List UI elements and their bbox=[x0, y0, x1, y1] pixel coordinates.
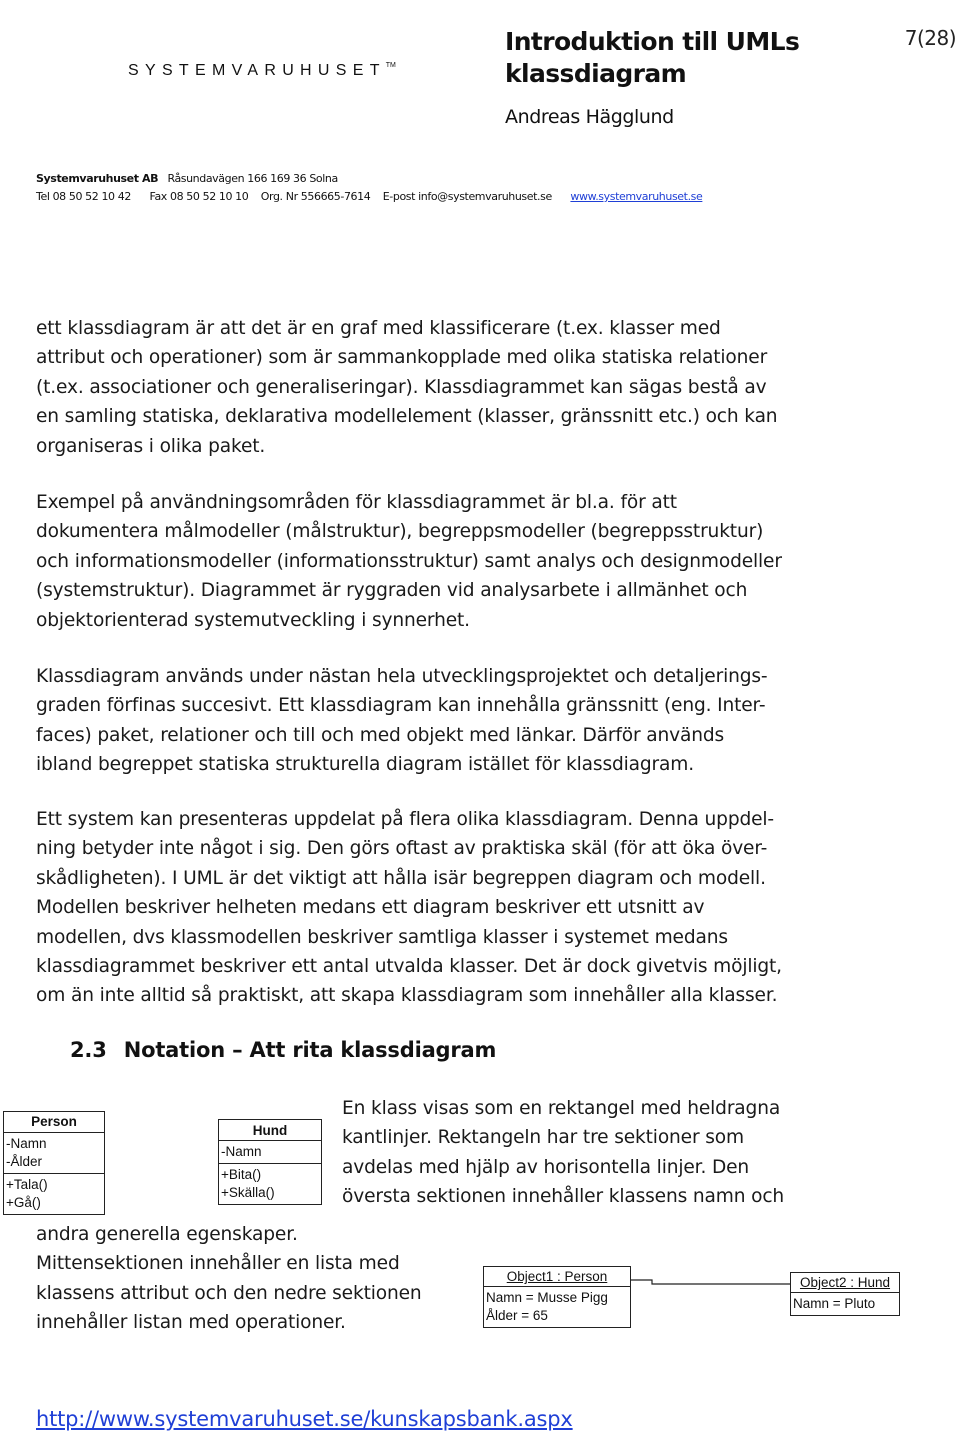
contact-line-2 bbox=[36, 190, 702, 203]
section-title: Notation – Att rita klassdiagram bbox=[123, 1038, 497, 1062]
class-operation: +Gå() bbox=[6, 1195, 41, 1210]
uml-class-hund bbox=[218, 1119, 322, 1205]
class-operation: +Tala() bbox=[6, 1177, 48, 1192]
paragraph-line: skådligheten). I UML är det viktigt att hålla isär begreppen diagram och modell. bbox=[36, 867, 766, 889]
class-attribute: -Namn bbox=[6, 1136, 47, 1151]
paragraph-line: ning betyder inte något i sig. Den görs oftast av praktiska skäl (för att öka över- bbox=[36, 838, 768, 860]
section-number: 2.3 bbox=[70, 1038, 107, 1062]
uml-class-person bbox=[3, 1111, 105, 1215]
paragraph-line: Ett system kan presenteras uppdelat på flera olika klassdiagram. Denna uppdel- bbox=[36, 809, 774, 830]
paragraph-line: ibland begreppet statiska strukturella diagram istället för klassdiagram. bbox=[36, 754, 695, 776]
company-email: E-post info@systemvaruhuset.se bbox=[382, 190, 552, 203]
object-name: Object2 : Hund bbox=[799, 1275, 891, 1290]
paragraph-line: innehåller listan med operationer. bbox=[36, 1312, 346, 1334]
logo-trademark: TM bbox=[385, 62, 396, 69]
notation-text-left bbox=[36, 1220, 456, 1338]
uml-object-object2 bbox=[790, 1272, 900, 1316]
paragraph-line: Mittensektionen innehåller en lista med bbox=[36, 1253, 400, 1275]
paragraph-line: (systemstruktur). Diagrammet är ryggraden vid analysarbete i allmänhet och bbox=[36, 580, 748, 602]
class-operations bbox=[4, 1173, 104, 1214]
class-attributes bbox=[219, 1140, 321, 1163]
logo-text: SYSTEMVARUHUSET bbox=[128, 62, 386, 79]
object-values bbox=[791, 1292, 899, 1315]
paragraph-line: om än inte alltid så praktiskt, att skapa klassdiagram som innehåller alla klasser. bbox=[36, 985, 778, 1007]
author-name: Andreas Hägglund bbox=[505, 106, 674, 128]
class-attributes bbox=[4, 1132, 104, 1173]
class-attribute: -Namn bbox=[221, 1144, 262, 1159]
company-phone: Tel 08 50 52 10 42 bbox=[36, 190, 131, 203]
class-name: Hund bbox=[252, 1123, 288, 1138]
paragraph-line: (t.ex. associationer och generaliseringar). Klassdiagrammet kan sägas bestå av bbox=[36, 376, 767, 398]
class-operation: +Skälla() bbox=[221, 1185, 275, 1200]
class-attribute: -Ålder bbox=[6, 1154, 43, 1169]
object-name: Object1 : Person bbox=[506, 1269, 608, 1284]
company-logo bbox=[128, 62, 396, 80]
paragraph-line: faces) paket, relationer och till och med objekt med länkar. Därför används bbox=[36, 724, 725, 746]
page-number: 7(28) bbox=[904, 26, 956, 50]
paragraph-line: Modellen beskriver helheten medans ett diagram beskriver ett utsnitt av bbox=[36, 897, 705, 919]
company-website-link[interactable]: www.systemvaruhuset.se bbox=[570, 190, 703, 203]
paragraph-line: översta sektionen innehåller klassens namn och bbox=[342, 1186, 785, 1208]
paragraph-line: kantlinjer. Rektangeln har tre sektioner som bbox=[342, 1127, 744, 1149]
paragraph-line: avdelas med hjälp av horisontella linjer. Den bbox=[342, 1156, 750, 1178]
company-org-nr: Org. Nr 556665-7614 bbox=[260, 190, 371, 203]
contact-line-1 bbox=[36, 172, 338, 185]
paragraph-1 bbox=[36, 314, 836, 461]
paragraph-2 bbox=[36, 488, 836, 635]
paragraph-line: Exempel på användningsområden för klassdiagrammet är bl.a. för att bbox=[36, 492, 677, 513]
paragraph-line: klassens attribut och den nedre sektionen bbox=[36, 1282, 422, 1304]
paragraph-3 bbox=[36, 662, 836, 780]
section-heading bbox=[70, 1038, 496, 1062]
paragraph-line: och informationsmodeller (informationsstruktur) samt analys och designmodeller bbox=[36, 550, 782, 572]
paragraph-line: attribut och operationer) som är sammankopplade med olika statiska relationer bbox=[36, 347, 768, 369]
company-name: Systemvaruhuset AB bbox=[36, 172, 159, 185]
object-link-line bbox=[630, 1278, 794, 1288]
class-operations bbox=[219, 1163, 321, 1204]
paragraph-line: objektorienterad systemutveckling i synnerhet. bbox=[36, 609, 470, 631]
paragraph-line: En klass visas som en rektangel med heldragna bbox=[342, 1098, 781, 1119]
class-name: Person bbox=[31, 1114, 77, 1129]
paragraph-4 bbox=[36, 805, 836, 1011]
paragraph-line: Klassdiagram används under nästan hela utvecklingsprojektet och detaljerings- bbox=[36, 666, 768, 687]
paragraph-line: modellen, dvs klassmodellen beskriver samtliga klasser i systemet medans bbox=[36, 926, 728, 948]
paragraph-line: andra generella egenskaper. bbox=[36, 1224, 298, 1245]
object-value: Namn = Pluto bbox=[793, 1296, 876, 1311]
paragraph-line: organiseras i olika paket. bbox=[36, 435, 266, 457]
uml-object-object1 bbox=[483, 1266, 631, 1328]
document-title-line2: klassdiagram bbox=[505, 59, 687, 88]
paragraph-line: en samling statiska, deklarativa modellelement (klasser, gränssnitt etc.) och kan bbox=[36, 406, 778, 428]
paragraph-line: graden förfinas succesivt. Ett klassdiagram kan innehålla gränssnitt (eng. Inter- bbox=[36, 695, 766, 717]
paragraph-line: dokumentera målmodeller (målstruktur), begreppsmodeller (begreppsstruktur) bbox=[36, 521, 764, 543]
object-value: Ålder = 65 bbox=[486, 1308, 548, 1323]
company-address: Råsundavägen 166 169 36 Solna bbox=[167, 172, 338, 185]
document-title-line1: Introduktion till UMLs bbox=[505, 27, 800, 56]
paragraph-line: ett klassdiagram är att det är en graf med klassificerare (t.ex. klasser med bbox=[36, 318, 721, 339]
notation-text-right bbox=[342, 1094, 822, 1212]
paragraph-line: klassdiagrammet beskriver ett antal utvalda klasser. Det är dock givetvis möjligt, bbox=[36, 956, 782, 978]
footer-link[interactable]: http://www.systemvaruhuset.se/kunskapsbank.aspx bbox=[36, 1407, 573, 1431]
company-fax: Fax 08 50 52 10 10 bbox=[149, 190, 249, 203]
object-value: Namn = Musse Pigg bbox=[486, 1290, 608, 1305]
document-title bbox=[505, 26, 835, 90]
object-values bbox=[484, 1286, 630, 1327]
class-operation: +Bita() bbox=[221, 1167, 262, 1182]
